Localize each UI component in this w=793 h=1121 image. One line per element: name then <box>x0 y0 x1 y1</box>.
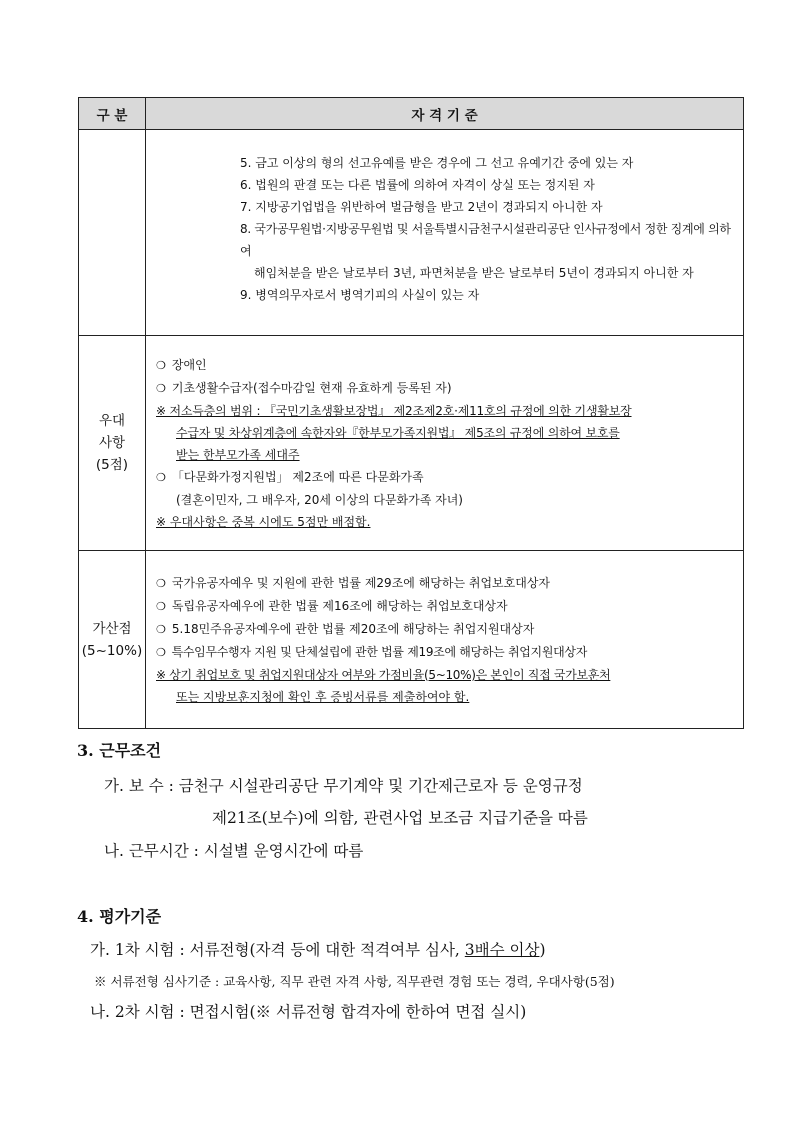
section4-line-part: 3배수 이상 <box>464 941 540 959</box>
section3-line: 가. 보 수 : 금천구 시설관리공단 무기계약 및 기간제근로자 등 운영규정 <box>104 777 583 795</box>
section3-line: 나. 근무시간 : 시설별 운영시간에 따름 <box>104 842 364 860</box>
list-item: 7. 지방공기업법을 위반하여 벌금형을 받고 2년이 경과되지 아니한 자 <box>240 200 603 214</box>
row2-label-line: 우대 <box>98 413 126 429</box>
section4-line: ※ 서류전형 심사기준 : 교육사항, 직무 관련 자격 사항, 직무관련 경험 또는 경력, 우대사항(5점) <box>94 974 615 989</box>
list-item: 9. 병역의무자로서 병역기피의 사실이 있는 자 <box>240 288 480 302</box>
note-line: ※ 저소득층의 범위 : 『국민기초생활보장법』 제2조제2호·제11호의 규정에 의한 기생활보장 <box>156 403 632 418</box>
section3-line: 제21조(보수)에 의함, 관련사업 보조금 지급기준을 따름 <box>212 809 588 827</box>
list-item: ❍ 「다문화가정지원법」 제2조에 따른 다문화가족 <box>156 466 739 489</box>
section4-line-part: ) <box>539 941 546 959</box>
section4-line <box>90 938 546 960</box>
note-line: 또는 지방보훈지청에 확인 후 증빙서류를 제출하여야 함. <box>176 689 470 704</box>
row3-label <box>79 551 146 729</box>
section4-line: 나. 2차 시험 : 면접시험(※ 서류전형 합격자에 한하여 면접 실시) <box>90 1003 527 1021</box>
note-line: 받는 한부모가족 세대주 <box>176 447 300 462</box>
row1-label <box>79 130 146 336</box>
section4-line-part: 가. 1차 시험 : 서류전형(자격 등에 대한 적격여부 심사, <box>90 941 465 959</box>
row3-label-line: 가산점 <box>92 620 132 637</box>
header-category: 구 분 <box>79 98 146 130</box>
list-item: 8. 국가공무원법·지방공무원법 및 서울특별시금천구시설관리공단 인사규정에서 정한 징계에 의하여 <box>240 222 731 258</box>
row1-content <box>146 130 744 336</box>
table-header-row <box>79 98 744 130</box>
row3-label-line: (5~10%) <box>81 642 143 659</box>
note-line: ※ 상기 취업보호 및 취업지원대상자 여부와 가점비율(5~10%)은 본인이 직접 국가보훈처 <box>156 667 611 682</box>
section4-title: 4. 평가기준 <box>77 907 162 926</box>
row2-label-line: (5점) <box>95 457 129 473</box>
list-item: ❍ 국가유공자예우 및 지원에 관한 법률 제29조에 해당하는 취업보호대상자 <box>156 572 739 595</box>
table-row <box>79 551 744 729</box>
list-item: ❍ 특수임무수행자 지원 및 단체설립에 관한 법률 제19조에 해당하는 취업지원대상자 <box>156 641 739 664</box>
list-item-sub: (결혼이민자, 그 배우자, 20세 이상의 다문화가족 자녀) <box>176 492 463 507</box>
table-row <box>79 130 744 336</box>
section3-title: 3. 근무조건 <box>77 741 162 760</box>
header-criteria: 자 격 기 준 <box>146 98 744 130</box>
qualification-table <box>78 97 744 729</box>
list-item: 해임처분을 받은 날로부터 3년, 파면처분을 받은 날로부터 5년이 경과되지 아니한 자 <box>254 266 694 280</box>
list-item: ❍ 장애인 <box>156 354 739 377</box>
row2-label-line: 사항 <box>98 435 126 451</box>
note-line: ※ 우대사항은 중복 시에도 5점만 배점함. <box>156 514 371 529</box>
list-item: 5. 금고 이상의 형의 선고유예를 받은 경우에 그 선고 유예기간 중에 있는 자 <box>240 156 634 170</box>
note-line: 수급자 및 차상위계층에 속한자와『한부모가족지원법』 제5조의 규정에 의하여 보호를 <box>176 425 620 440</box>
row2-label <box>79 336 146 551</box>
list-item: ❍ 독립유공자예우에 관한 법률 제16조에 해당하는 취업보호대상자 <box>156 595 739 618</box>
row2-content <box>146 336 744 551</box>
list-item: ❍ 5.18민주유공자예우에 관한 법률 제20조에 해당하는 취업지원대상자 <box>156 618 739 641</box>
list-item: ❍ 기초생활수급자(접수마감일 현재 유효하게 등록된 자) <box>156 377 739 400</box>
table-row <box>79 336 744 551</box>
list-item: 6. 법원의 판결 또는 다른 법률에 의하여 자격이 상실 또는 정지된 자 <box>240 178 595 192</box>
row3-content <box>146 551 744 729</box>
